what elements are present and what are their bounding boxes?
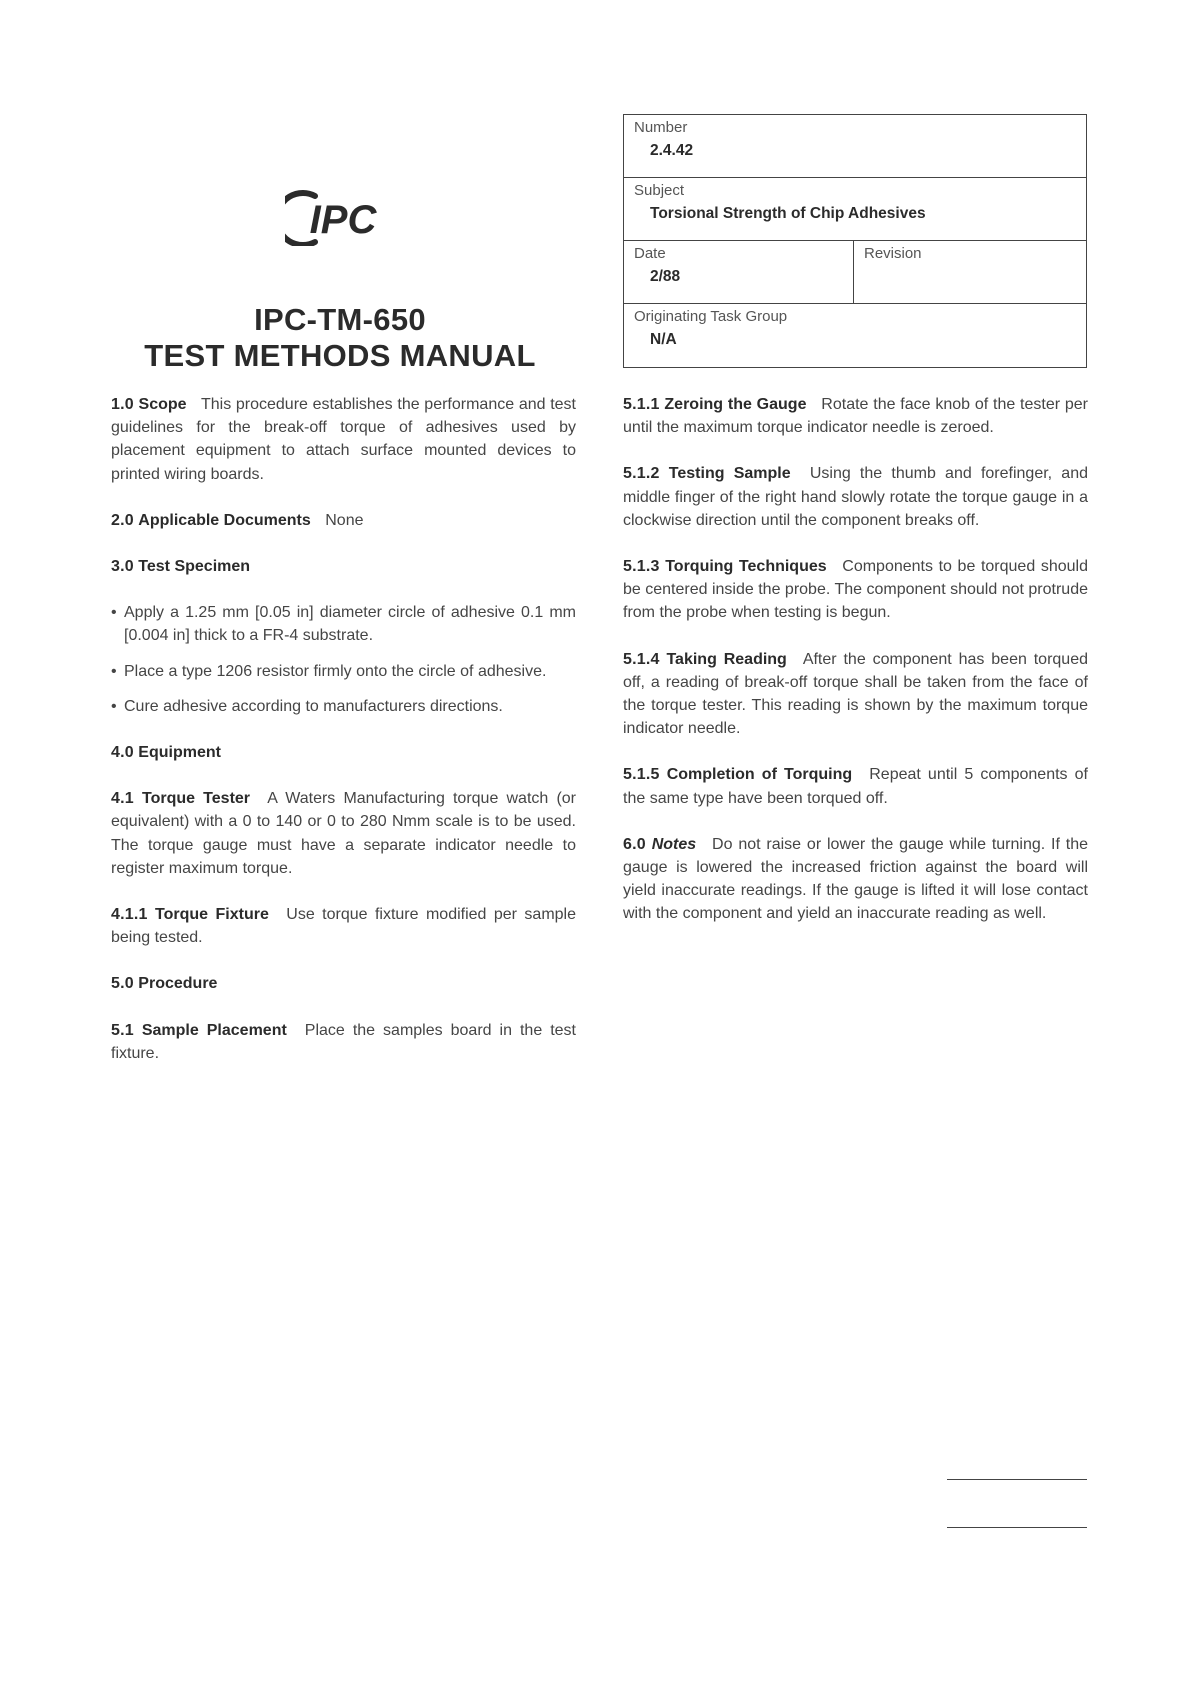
section-testing-sample <box>623 462 1088 532</box>
section-text: Do not raise or lower the gauge while turning. If the gauge is lowered the increased friction against the board will yield inaccurate readings. If the gauge is lifted it will lose contact with the component and yield an inaccurate reading as well. <box>623 835 1089 923</box>
section-title: Completion of Torquing <box>666 766 853 784</box>
left-column <box>111 393 576 1088</box>
section-number: 4.1 <box>111 790 134 808</box>
section-torque-fixture <box>111 903 576 949</box>
section-number: 5.1 <box>111 1021 134 1039</box>
number-value: 2.4.42 <box>650 142 694 159</box>
section-text: A Waters Manufacturing torque watch (or equivalent) with a 0 to 140 or 0 to 280 Nmm scale is to be used. The torque gauge must have a separate indicator needle to register maximum torque. <box>111 790 576 877</box>
right-column <box>623 393 1088 949</box>
list-item: • Place a type 1206 resistor firmly onto the circle of adhesive. <box>111 660 576 683</box>
section-number: 1.0 <box>111 396 134 413</box>
date-revision-row <box>624 241 1086 304</box>
number-row <box>624 115 1086 178</box>
ipc-logo <box>285 190 395 246</box>
task-group-value: N/A <box>650 331 677 348</box>
section-title: Notes <box>651 835 697 853</box>
section-number: 5.1.1 <box>623 396 660 413</box>
section-title: Torquing Techniques <box>665 558 827 576</box>
section-text: Rotate the face knob of the tester per until the maximum torque indicator needle is zeroed. <box>623 396 1088 437</box>
section-test-specimen <box>111 555 576 578</box>
manual-title-line1: IPC-TM-650 <box>254 302 426 337</box>
section-equipment <box>111 741 576 764</box>
list-item: • Cure adhesive according to manufacturers directions. <box>111 695 576 718</box>
section-number: 5.0 <box>111 975 134 993</box>
date-value: 2/88 <box>650 268 681 285</box>
section-text: Using the thumb and forefinger, and middle finger of the right hand slowly rotate the torque gauge in a clockwise direction until the component breaks off. <box>623 465 1088 529</box>
logo-text: IPC <box>309 198 377 242</box>
revision-cell <box>854 241 1086 303</box>
section-number: 6.0 <box>623 835 646 853</box>
section-zeroing-gauge <box>623 393 1088 439</box>
section-scope <box>111 393 576 486</box>
section-title: Equipment <box>138 744 221 762</box>
manual-title <box>130 302 550 374</box>
section-torquing-techniques <box>623 555 1088 625</box>
section-title: Scope <box>138 396 187 413</box>
section-text: After the component has been torqued off, a reading of break-off torque shall be taken from the face of the torque tester. This reading is shown by the maximum torque indicator needle. <box>623 650 1088 738</box>
subject-value: Torsional Strength of Chip Adhesives <box>650 205 926 222</box>
section-number: 4.0 <box>111 744 134 762</box>
signature-line <box>947 1479 1087 1480</box>
manual-title-line2: TEST METHODS MANUAL <box>144 338 536 373</box>
specimen-bullet-list <box>111 601 576 718</box>
section-title: Sample Placement <box>141 1021 287 1039</box>
section-number: 5.1.5 <box>623 766 660 784</box>
task-group-row <box>624 304 1086 367</box>
section-title: Test Specimen <box>138 558 251 576</box>
section-number: 3.0 <box>111 558 134 576</box>
manual-header <box>130 190 550 374</box>
document-info-box <box>623 114 1087 368</box>
section-title: Testing Sample <box>668 465 791 483</box>
number-label: Number <box>634 119 688 136</box>
subject-label: Subject <box>634 182 685 199</box>
section-taking-reading <box>623 648 1088 741</box>
date-label: Date <box>634 245 666 262</box>
section-title: Zeroing the Gauge <box>664 396 807 413</box>
section-title: Procedure <box>138 975 218 993</box>
section-applicable-documents <box>111 509 576 532</box>
section-number: 5.1.4 <box>623 650 660 668</box>
section-title: Taking Reading <box>666 650 787 668</box>
section-number: 5.1.2 <box>623 465 660 483</box>
subject-row <box>624 178 1086 241</box>
section-number: 4.1.1 <box>111 906 148 924</box>
list-item: • Apply a 1.25 mm [0.05 in] diameter circle of adhesive 0.1 mm [0.004 in] thick to a FR-4 substrate. <box>111 601 576 647</box>
section-text: Use torque fixture modified per sample being tested. <box>111 906 576 947</box>
section-notes <box>623 833 1088 926</box>
section-title: Applicable Documents <box>138 511 311 529</box>
revision-value <box>864 263 1076 268</box>
section-sample-placement <box>111 1019 576 1065</box>
section-text: This procedure establishes the performance and test guidelines for the break-off torque of adhesives used by placement equipment to attach surface mounted devices to printed wiring boards. <box>111 396 576 483</box>
section-torque-tester <box>111 787 576 880</box>
date-cell <box>624 241 854 303</box>
section-text: Repeat until 5 components of the same type have been torqued off. <box>623 766 1088 807</box>
signature-line <box>947 1527 1087 1528</box>
revision-label: Revision <box>864 245 922 262</box>
task-group-label: Originating Task Group <box>634 308 788 325</box>
section-completion-torquing <box>623 763 1088 809</box>
section-number: 5.1.3 <box>623 558 660 576</box>
section-text: Place the samples board in the test fixture. <box>111 1021 576 1062</box>
section-number: 2.0 <box>111 511 134 529</box>
section-text: Components to be torqued should be centered inside the probe. The component should not protrude from the probe when testing is begun. <box>623 558 1088 622</box>
section-text: None <box>325 511 364 529</box>
section-title: Torque Tester <box>142 790 251 808</box>
section-title: Torque Fixture <box>155 906 269 924</box>
section-procedure <box>111 972 576 995</box>
